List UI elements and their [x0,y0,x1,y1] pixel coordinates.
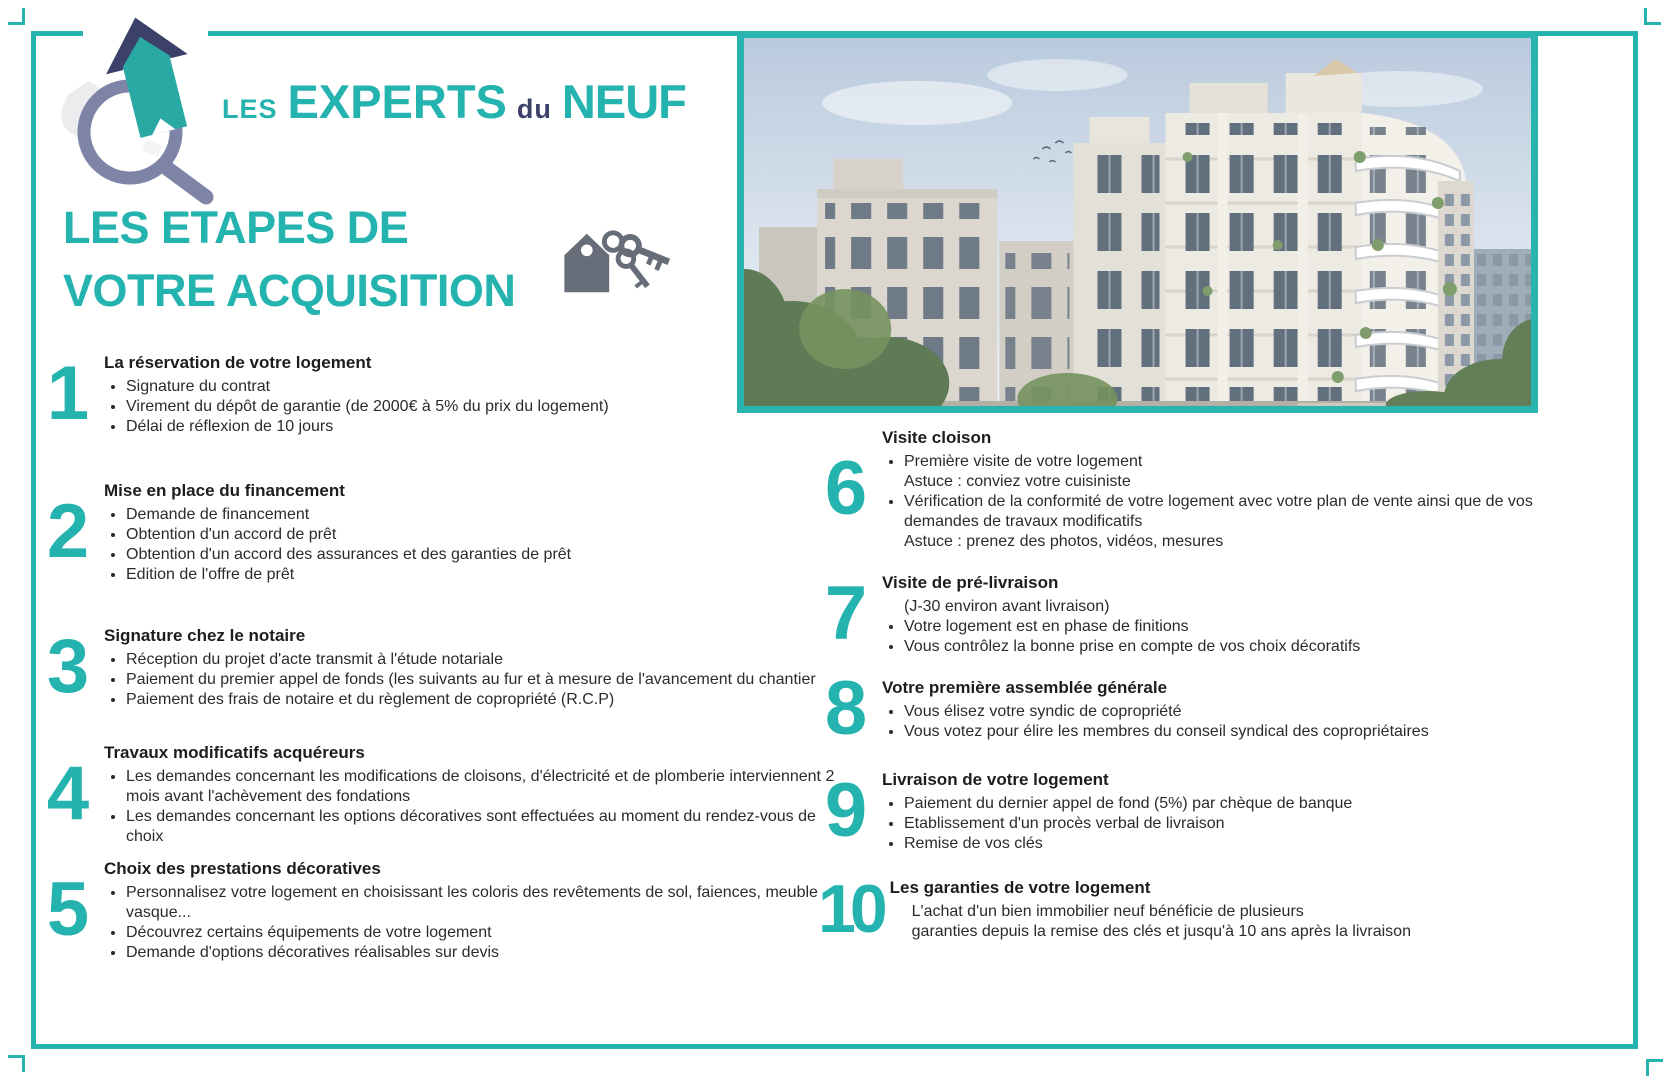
step-body [104,858,840,963]
step-2 [40,480,840,585]
step-items [882,702,1558,742]
step-body [104,480,840,585]
step-items [882,794,1558,854]
step-heading: Signature chez le notaire [104,626,306,645]
step-item: • Paiement du dernier appel de fond (5%) par chèque de banque [904,794,1558,814]
step-item: • Vous votez pour élire les membres du conseil syndical des copropriétaires [904,722,1558,742]
step-item: • Vous élisez votre syndic de copropriété [904,702,1558,722]
step-body [882,677,1558,742]
step-item: • Obtention d'un accord de prêt [126,525,840,545]
brand-word-les: LES [222,94,278,124]
step-8 [818,666,1558,752]
corner-mark-bottom-left [8,1055,25,1072]
brand-word-neuf: NEUF [561,75,686,128]
step-body [882,572,1558,657]
page-title-line2: VOTRE ACQUISITION [63,265,516,316]
step-item: • Délai de réflexion de 10 jours [126,417,840,437]
step-item: • Virement du dépôt de garantie (de 2000€ à 5% du prix du logement) [126,397,840,417]
brand-word-du: du [516,94,552,124]
step-9 [818,769,1558,854]
step-item: • Première visite de votre logement [904,452,1558,472]
step-heading: Visite cloison [882,428,992,447]
step-body [104,352,840,437]
page-title-line1: LES ETAPES DE [63,202,409,253]
step-items [890,902,1558,942]
step-item: • Obtention d'un accord des assurances et des garanties de prêt [126,545,840,565]
step-item: • Les demandes concernant les modifications de cloisons, d'électricité et de plomberie interviennent 2 mois avant l'achèvement des fondations [126,767,840,807]
step-number: 4 [46,751,90,837]
step-items [104,883,840,963]
step-body [882,769,1558,854]
step-items [882,597,1558,657]
step-7 [818,572,1558,657]
step-item: • Demande d'options décoratives réalisables sur devis [126,943,840,963]
step-item: Astuce : prenez des photos, vidéos, mesures [904,533,1224,550]
steps-column-right [818,0,1558,1080]
corner-mark-top-right [1644,8,1661,25]
steps-column-left [40,0,840,1080]
step-heading: Travaux modificatifs acquéreurs [104,743,365,762]
step-6 [818,427,1558,552]
step-heading: Choix des prestations décoratives [104,859,381,878]
corner-mark-top-left [8,8,25,25]
step-item: • Réception du projet d'acte transmit à l'étude notariale [126,650,840,670]
step-items [104,377,840,437]
step-item: • Paiement des frais de notaire et du règlement de copropriété (R.C.P) [126,690,840,710]
step-heading: La réservation de votre logement [104,353,372,372]
step-item: • Les demandes concernant les options décoratives sont effectuées au moment du rendez-vous de choix [126,807,840,847]
step-item: • Vous contrôlez la bonne prise en compte de vos choix décoratifs [904,637,1558,657]
step-items [104,650,840,710]
step-items [882,452,1558,552]
step-item: garanties depuis la remise des clés et jusqu'à 10 ans après la livraison [911,923,1411,940]
step-heading: Livraison de votre logement [882,770,1109,789]
step-item: • Demande de financement [126,505,840,525]
step-item: • Signature du contrat [126,377,840,397]
step-number: 9 [824,768,868,854]
step-item: • Personnalisez votre logement en choisissant les coloris des revêtements de sol, faiences, meuble vasque... [126,883,840,923]
corner-mark-bottom-right [1646,1059,1663,1076]
step-number: 3 [46,624,90,710]
step-item: • Etablissement d'un procès verbal de livraison [904,814,1558,834]
step-number: 6 [824,446,868,532]
step-item: • Vérification de la conformité de votre logement avec votre plan de vente ainsi que de vos demandes de travaux modificatifs [904,492,1558,532]
step-heading: Votre première assemblée générale [882,678,1168,697]
step-4 [40,742,840,847]
step-number: 10 [818,870,882,947]
step-10 [818,870,1558,947]
step-item: Astuce : conviez votre cuisiniste [904,473,1131,490]
step-number: 7 [824,571,868,657]
step-body [882,427,1558,552]
step-item: • Edition de l'offre de prêt [126,565,840,585]
step-item: • Votre logement est en phase de finitions [904,617,1558,637]
step-item: L'achat d'un bien immobilier neuf bénéficie de plusieurs [911,903,1304,920]
step-body [104,625,840,710]
brand-word-experts: EXPERTS [287,75,507,128]
step-item: (J-30 environ avant livraison) [904,598,1110,615]
step-item: • Paiement du premier appel de fonds (les suivants au fur et à mesure de l'avancement du chantier [126,670,840,690]
step-number: 1 [46,351,90,437]
step-3 [40,625,840,710]
step-heading: Les garanties de votre logement [889,878,1151,897]
step-items [104,767,840,847]
step-items [104,505,840,585]
step-item: • Remise de vos clés [904,834,1558,854]
step-number: 2 [46,489,90,575]
step-heading: Visite de pré-livraison [882,573,1059,592]
step-body [890,877,1558,942]
step-body [104,742,840,847]
step-number: 8 [824,666,868,752]
step-1 [40,352,840,437]
step-item: • Découvrez certains équipements de votre logement [126,923,840,943]
step-number: 5 [46,867,90,953]
step-heading: Mise en place du financement [104,481,345,500]
step-5 [40,858,840,963]
